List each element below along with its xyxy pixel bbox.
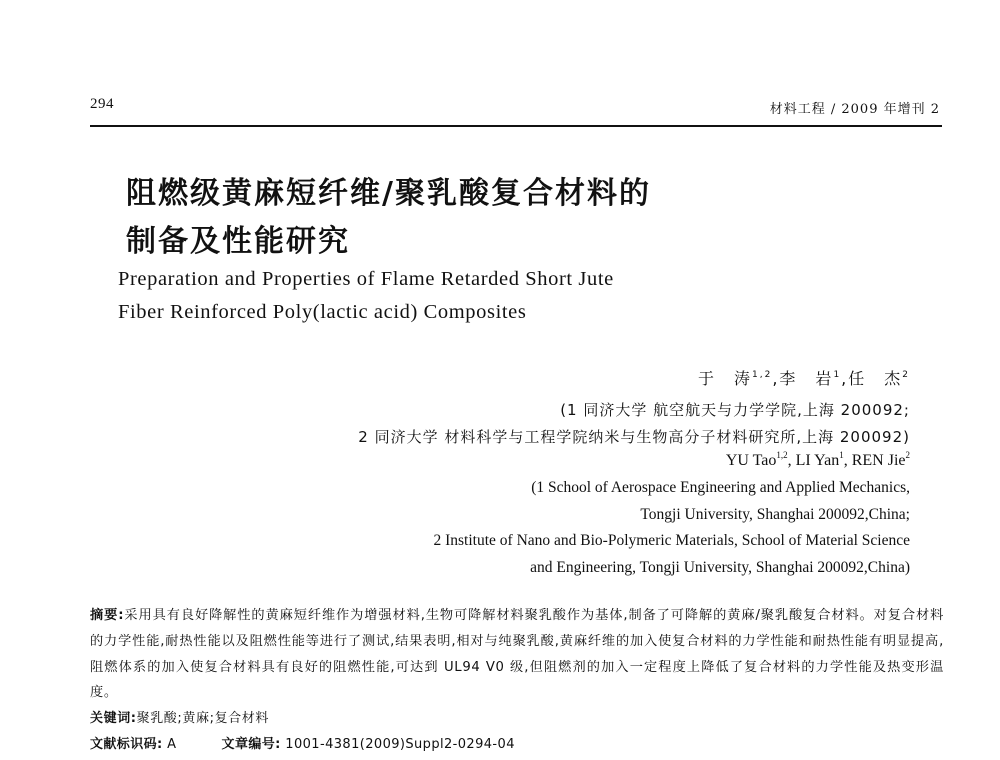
author-2-cn: ,李 岩 bbox=[772, 369, 834, 388]
author-3-en: , REN Jie bbox=[843, 452, 906, 469]
author-2-en: , LI Yan bbox=[787, 452, 840, 469]
keywords-label: 关键词: bbox=[90, 711, 137, 726]
author-1-en: YU Tao bbox=[725, 452, 777, 469]
doc-code: A bbox=[167, 737, 177, 752]
identifiers bbox=[90, 733, 515, 752]
keywords-text: 聚乳酸;黄麻;复合材料 bbox=[136, 711, 269, 726]
author-1-en-affil: 1,2 bbox=[776, 450, 788, 460]
keywords bbox=[90, 707, 269, 726]
title-english bbox=[118, 263, 918, 329]
journal-header: 材料工程 / 2009 年增刊 2 bbox=[769, 102, 940, 117]
author-1-cn-affil: 1,2 bbox=[752, 370, 773, 380]
doc-code-label: 文献标识码: bbox=[90, 737, 163, 752]
abstract-label: 摘要: bbox=[90, 608, 125, 623]
affiliation-en-line-1: (1 School of Aerospace Engineering and Applied Mechanics, bbox=[531, 479, 910, 496]
article-no-label: 文章编号: bbox=[221, 737, 281, 752]
author-2-cn-affil: 1 bbox=[833, 370, 842, 380]
affiliation-en-line-4: and Engineering, Tongji University, Shanghai 200092,China) bbox=[530, 559, 910, 576]
author-3-cn-affil: 2 bbox=[902, 370, 910, 380]
authors-chinese bbox=[130, 366, 910, 389]
author-3-cn: ,任 杰 bbox=[841, 369, 903, 388]
affiliation-en-line-3: 2 Institute of Nano and Bio-Polymeric Materials, School of Material Science bbox=[433, 532, 910, 549]
author-2-en-affil: 1 bbox=[839, 450, 844, 460]
title-english-line-1: Preparation and Properties of Flame Retarded Short Jute bbox=[118, 268, 614, 290]
author-3-en-affil: 2 bbox=[905, 450, 910, 460]
header-rule bbox=[90, 125, 942, 127]
title-chinese-line-1: 阻燃级黄麻短纤维/聚乳酸复合材料的 bbox=[126, 176, 651, 211]
authors-english bbox=[130, 452, 910, 470]
abstract bbox=[90, 603, 944, 706]
affiliation-cn-line-1: (1 同济大学 航空航天与力学学院,上海 200092; bbox=[560, 401, 910, 419]
abstract-text: 采用具有良好降解性的黄麻短纤维作为增强材料,生物可降解材料聚乳酸作为基体,制备了可降解的黄麻/聚乳酸复合材料。对复合材料的力学性能,耐热性能以及阻燃性能等进行了测试,结果表明,相对与纯聚乳酸,黄麻纤维的加入使复合材料的力学性能和耐热性能有明显提高,阻燃体系的加入使复合材料具有良好的阻燃性能,可达到 UL94 V0 级,但阻燃剂的加入一定程度上降低了复合材料的力学性能及热变形温度。 bbox=[90, 608, 945, 701]
title-chinese-line-2: 制备及性能研究 bbox=[126, 224, 350, 259]
affiliation-cn-line-2: 2 同济大学 材料科学与工程学院纳米与生物高分子材料研究所,上海 200092) bbox=[358, 428, 910, 446]
affiliation-en-line-2: Tongji University, Shanghai 200092,China; bbox=[640, 506, 910, 523]
author-1-cn: 于 涛 bbox=[698, 369, 753, 388]
page-number: 294 bbox=[90, 96, 114, 112]
title-english-line-2: Fiber Reinforced Poly(lactic acid) Composites bbox=[118, 301, 527, 323]
article-no: 1001-4381(2009)Suppl2-0294-04 bbox=[285, 737, 515, 752]
title-chinese bbox=[126, 170, 886, 266]
